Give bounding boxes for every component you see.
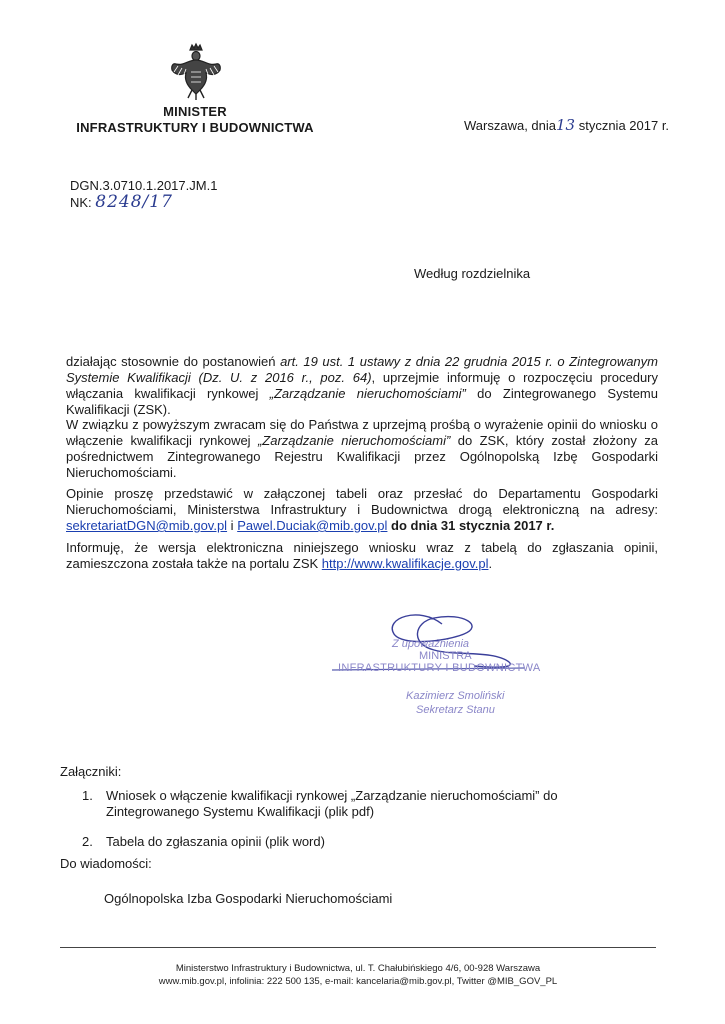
footer-divider — [60, 947, 656, 948]
date-day-handwritten: 13 — [556, 116, 576, 134]
nk-label: NK: — [70, 195, 92, 210]
p1-text-a: działając stosownie do postanowień — [66, 354, 281, 369]
list-item — [82, 834, 642, 850]
reference-block — [70, 178, 217, 211]
list-item-number: 2. — [82, 834, 93, 849]
paragraph-4 — [66, 540, 658, 572]
ministry-line1: MINISTER — [163, 104, 227, 119]
email-link-duciak[interactable]: Pawel.Duciak@mib.gov.pl — [237, 518, 388, 533]
date-prefix: Warszawa, dnia — [464, 118, 556, 133]
addressee: Według rozdzielnika — [414, 266, 531, 281]
p2-text-a: W związku z powyższym zwracam się do Państwa z uprzejmą prośbą o wyrażenie opinii do wniosku o włączenie kwalifikacji rynkowej — [66, 417, 658, 448]
list-item-text: Tabela do zgłaszania opinii (plik word) — [106, 834, 325, 849]
p4-text-a: Informuję, że wersja elektroniczna niniejszego wniosku wraz z tabelą do zgłaszania opinii, zamieszczona została także na portalu ZSK — [66, 540, 658, 571]
stamp-line3: INFRASTRUKTURY I BUDOWNICTWA — [338, 662, 541, 674]
signatory-title: Sekretarz Stanu — [416, 704, 495, 716]
p1-text-c: , uprzejmie informuję o rozpoczęciu procedury włączania kwalifikacji rynkowej — [66, 370, 658, 401]
dateline — [464, 116, 669, 134]
stamp-line1: Z upoważnienia — [392, 638, 470, 650]
zsk-portal-link[interactable]: http://www.kwalifikacje.gov.pl — [321, 556, 489, 571]
cc-title: Do wiadomości: — [60, 856, 152, 871]
footer — [60, 962, 656, 988]
paragraph-2 — [66, 417, 658, 481]
p1-qualification-name: „Zarządzanie nieruchomościami” — [269, 386, 466, 401]
paragraph-1 — [66, 354, 658, 418]
p2-text-c: do ZSK, który został złożony za pośrednictwem Zintegrowanego Rejestru Kwalifikacji przez Ogólnopolską Izbę Gospodarki Nieruchomościami. — [66, 433, 658, 480]
p1-legal-reference: art. 19 ust. 1 ustawy z dnia 22 grudnia 2015 r. o Zintegrowanym Systemie Kwalifikacji (Dz. U. z 2016 r., poz. 64) — [66, 354, 658, 385]
nk-handwritten: 8248/17 — [95, 192, 173, 212]
footer-line1: Ministerstwo Infrastruktury i Budownictwa, ul. T. Chałubińskiego 4/6, 00-928 Warszawa — [175, 963, 541, 974]
cc-recipient: Ogólnopolska Izba Gospodarki Nieruchomościami — [104, 891, 393, 906]
paragraph-3 — [66, 486, 658, 534]
email-link-sekretariat[interactable]: sekretariatDGN@mib.gov.pl — [66, 518, 228, 533]
footer-line2: www.mib.gov.pl, infolinia: 222 500 135, e-mail: kancelaria@mib.gov.pl, Twitter @MIB_GOV_PL — [158, 976, 558, 987]
case-number: DGN.3.0710.1.2017.JM.1 — [70, 178, 218, 193]
ministry-line2: INFRASTRUKTURY I BUDOWNICTWA — [76, 120, 314, 135]
p3-and: i — [227, 518, 238, 533]
p1-text-e: do Zintegrowanego Systemu Kwalifikacji (ZSK). — [66, 386, 658, 417]
attachments-list — [82, 788, 642, 864]
polish-eagle-emblem-icon — [168, 42, 224, 102]
list-item-text: Wniosek o włączenie kwalifikacji rynkowej „Zarządzanie nieruchomościami” do Zintegrowanego Systemu Kwalifikacji (plik pdf) — [106, 788, 558, 819]
ministry-heading — [70, 104, 320, 136]
list-item-number: 1. — [82, 788, 93, 803]
p3-deadline: do dnia 31 stycznia 2017 r. — [387, 518, 555, 533]
signatory-name: Kazimierz Smoliński — [406, 690, 505, 702]
p4-end: . — [488, 556, 493, 571]
signature-stamp — [324, 604, 554, 734]
p2-qualification-name: „Zarządzanie nieruchomościami” — [257, 433, 451, 448]
list-item — [82, 788, 642, 820]
attachments-title: Załączniki: — [60, 764, 122, 779]
p3-text-a: Opinie proszę przedstawić w załączonej tabeli oraz przesłać do Departamentu Gospodarki Nieruchomościami, Ministerstwa Infrastruktury i Budownictwa drogą elektroniczną na adresy: — [66, 486, 658, 517]
date-suffix: stycznia 2017 r. — [578, 118, 670, 133]
stamp-line2: MINISTRA — [419, 650, 472, 662]
